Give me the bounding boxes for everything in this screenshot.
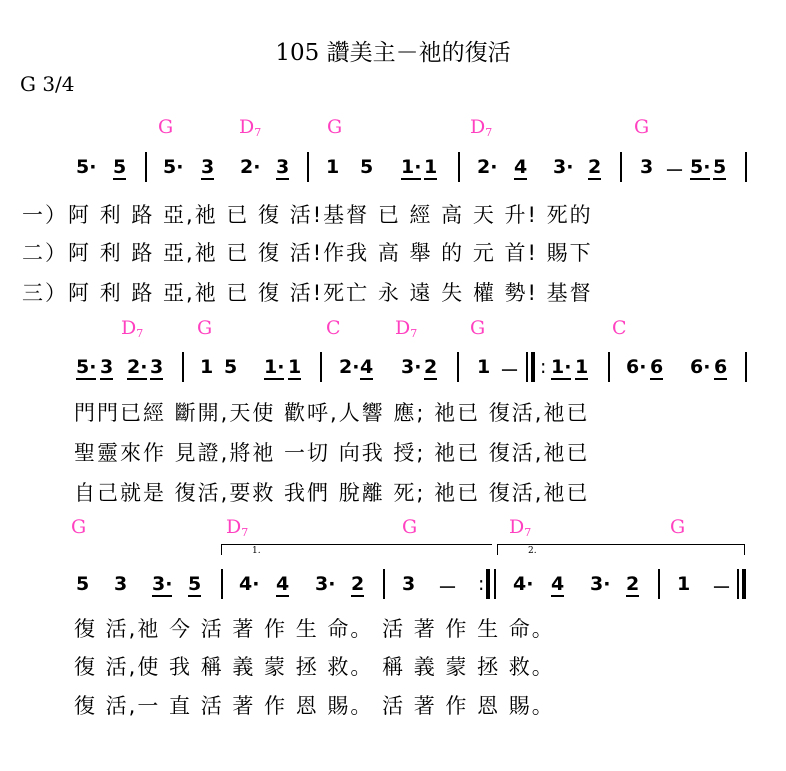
chord: $D_7$: [395, 317, 418, 340]
final-barline-thin: [737, 569, 739, 599]
chord: G: [158, 116, 174, 138]
lyric-line-3: 自己就是 復活,要救 我們 脫離 死; 祂已 復活,祂已: [74, 481, 590, 505]
dash: －: [500, 360, 520, 382]
note: 2: [626, 573, 640, 595]
note: 1: [477, 356, 491, 378]
chord: G: [402, 516, 418, 538]
barline: [620, 152, 622, 182]
note: 3: [640, 156, 654, 178]
chord: G: [670, 516, 686, 538]
note: 3·: [152, 573, 173, 595]
barline: [383, 569, 385, 599]
barline: [145, 152, 147, 182]
lyric-line-1: 一）阿 利 路 亞,祂 已 復 活!基督 已 經 高 天 升! 死的: [22, 203, 593, 227]
barline: [320, 352, 322, 382]
note: 5·: [163, 156, 184, 178]
note: 3: [201, 156, 215, 178]
note: 2: [424, 356, 438, 378]
hymn-title: 105 讚美主－祂的復活: [275, 40, 511, 66]
barline: [458, 152, 460, 182]
chord: C: [612, 317, 627, 339]
note: 4: [360, 356, 374, 378]
barline: [221, 569, 223, 599]
note: 2: [351, 573, 365, 595]
note: 4·: [513, 573, 534, 595]
chord: $D_7$: [239, 116, 262, 139]
lyric-line-2: 聖靈來作 見證,將祂 一切 向我 授; 祂已 復活,祂已: [74, 441, 590, 465]
barline: [658, 569, 660, 599]
final-barline-thick: [742, 569, 746, 599]
note: 3: [276, 156, 290, 178]
note: 5: [360, 156, 374, 178]
note: 6: [650, 356, 664, 378]
barline: [745, 352, 747, 382]
note: 3·: [401, 356, 422, 378]
note: 2·: [240, 156, 261, 178]
note: 3·: [553, 156, 574, 178]
barline: [457, 352, 459, 382]
chord: $D_7$: [121, 317, 144, 340]
barline: [307, 152, 309, 182]
note: 3: [402, 573, 416, 595]
note: 3: [114, 573, 128, 595]
note: 3: [150, 356, 164, 378]
repeat-dots: :: [478, 573, 485, 595]
barline: [745, 152, 747, 182]
note: 1·: [401, 156, 422, 178]
note: 1: [288, 356, 302, 378]
note: 4: [276, 573, 290, 595]
volta-2: 2.: [497, 544, 745, 555]
note: 5·: [76, 356, 97, 378]
note: 6: [714, 356, 728, 378]
note: 4: [551, 573, 565, 595]
barline: [182, 352, 184, 382]
note: 2·: [339, 356, 360, 378]
chord: G: [71, 516, 87, 538]
note: 2: [588, 156, 602, 178]
note: 1: [575, 356, 589, 378]
note: 5·: [690, 156, 711, 178]
chord: C: [326, 317, 341, 339]
repeat-barline-thick: [486, 569, 490, 599]
note: 5: [76, 573, 90, 595]
chord: $D_7$: [226, 516, 249, 539]
chord: $D_7$: [509, 516, 532, 539]
note: 1: [200, 356, 214, 378]
note: 3: [100, 356, 114, 378]
note: 6·: [626, 356, 647, 378]
note: 2·: [127, 356, 148, 378]
note: 2·: [477, 156, 498, 178]
note: 4: [514, 156, 528, 178]
note: 3·: [315, 573, 336, 595]
note: 1: [677, 573, 691, 595]
lyric-line-3: 復 活,一 直 活 著 作 恩 賜。 活 著 作 恩 賜。: [74, 694, 555, 718]
note: 4·: [239, 573, 260, 595]
chord: G: [197, 317, 213, 339]
chord: G: [327, 116, 343, 138]
lyric-line-2: 二）阿 利 路 亞,祂 已 復 活!作我 高 舉 的 元 首! 賜下: [22, 241, 593, 265]
note: 1·: [264, 356, 285, 378]
lyric-line-2: 復 活,使 我 稱 義 蒙 拯 救。 稱 義 蒙 拯 救。: [74, 655, 555, 679]
note: 1: [326, 156, 340, 178]
repeat-barline-thin: [494, 569, 496, 599]
volta-1: 1.: [221, 544, 492, 555]
repeat-barline-thin: [526, 352, 528, 382]
note: 6·: [690, 356, 711, 378]
repeat-barline-thick: [531, 352, 535, 382]
key-time-signature: G 3/4: [20, 72, 75, 96]
chord: G: [634, 116, 650, 138]
note: 1: [424, 156, 438, 178]
chord: G: [470, 317, 486, 339]
note: 5: [188, 573, 202, 595]
chord: $D_7$: [470, 116, 493, 139]
dash: －: [438, 577, 458, 599]
note: 1·: [551, 356, 572, 378]
repeat-dots: :: [540, 356, 547, 378]
lyric-line-1: 復 活,祂 今 活 著 作 生 命。 活 著 作 生 命。: [74, 617, 555, 641]
note: 5·: [76, 156, 97, 178]
note: 5: [224, 356, 238, 378]
barline: [608, 352, 610, 382]
note: 5: [713, 156, 727, 178]
lyric-line-3: 三）阿 利 路 亞,祂 已 復 活!死亡 永 遠 失 權 勢! 基督: [22, 281, 593, 305]
note: 3·: [590, 573, 611, 595]
dash: －: [665, 160, 685, 182]
dash: －: [712, 577, 732, 599]
lyric-line-1: 門門已經 斷開,天使 歡呼,人響 應; 祂已 復活,祂已: [74, 401, 590, 425]
note: 5: [113, 156, 127, 178]
